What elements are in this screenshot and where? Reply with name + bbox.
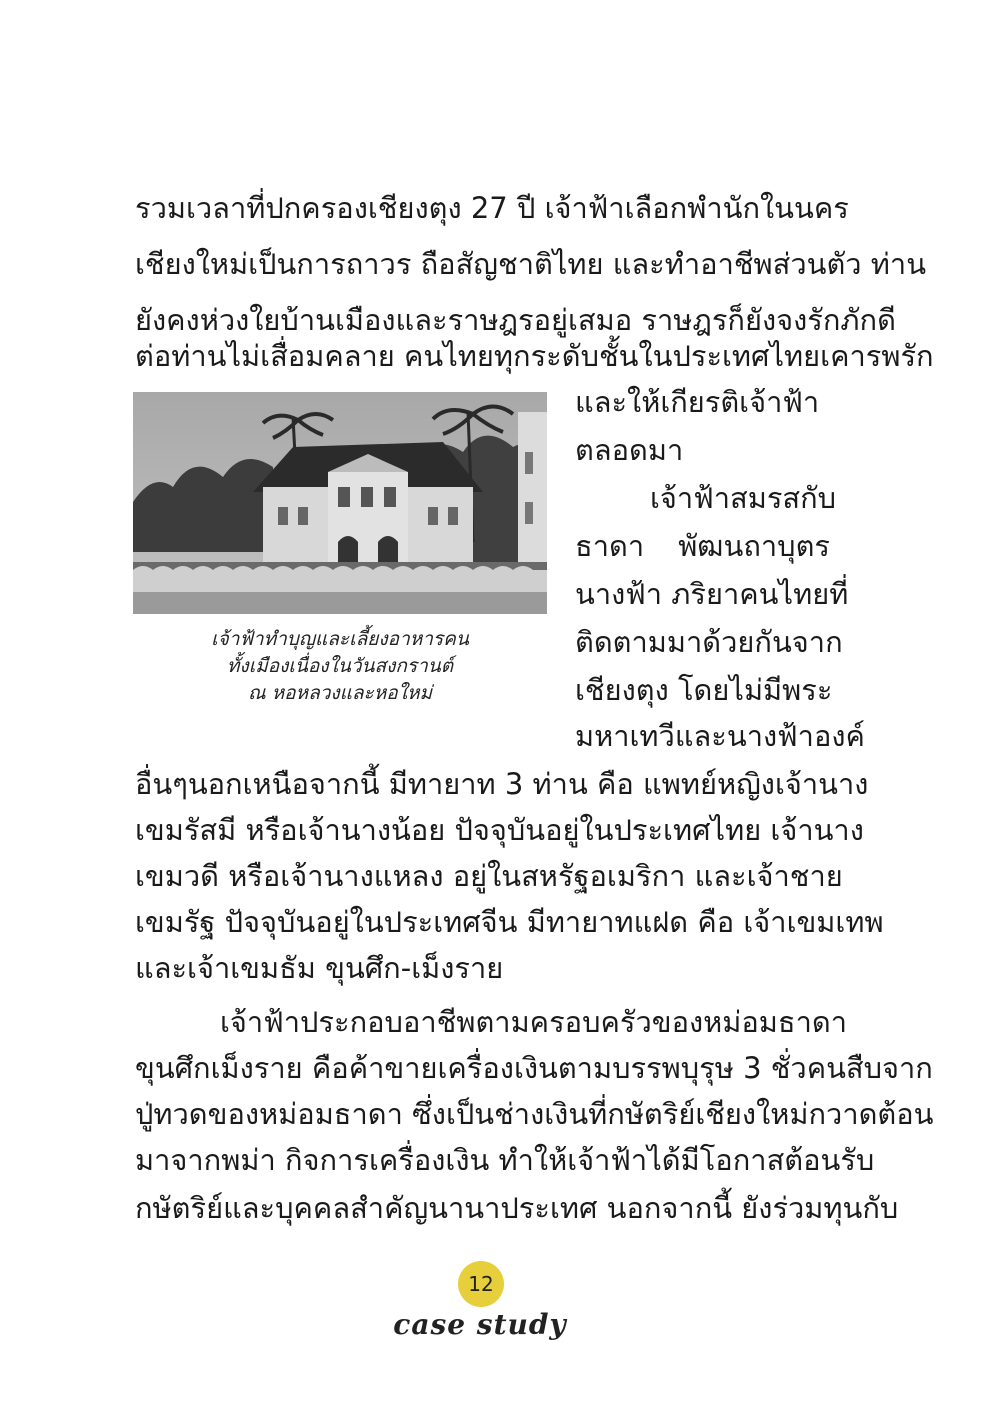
footer-label: case study <box>393 1308 567 1341</box>
side-text-line: ตลอดมา <box>575 433 684 467</box>
caption-line: เจ้าฟ้าทำบุญและเลี้ยงอาหารคน <box>211 628 469 650</box>
body-text-line: เขมรัสมี หรือเจ้านางน้อย ปัจจุบันอยู่ในประเทศไทย เจ้านาง <box>135 813 864 847</box>
body-text-line: อื่นๆนอกเหนือจากนี้ มีทายาท 3 ท่าน คือ แพทย์หญิงเจ้านาง <box>135 767 869 801</box>
body-text-line: กษัตริย์และบุคคลสำคัญนานาประเทศ นอกจากนี้ ยังร่วมทุนกับ <box>135 1191 899 1225</box>
caption-line: ณ หอหลวงและหอใหม่ <box>247 682 433 704</box>
body-text-line: ต่อท่านไม่เสื่อมคลาย คนไทยทุกระดับชั้นในประเทศไทยเคารพรัก <box>135 339 934 373</box>
body-text-line: มาจากพม่า กิจการเครื่องเงิน ทำให้เจ้าฟ้าได้มีโอกาสต้อนรับ <box>135 1143 875 1177</box>
body-text-line: เขมรัฐ ปัจจุบันอยู่ในประเทศจีน มีทายาทแฝด คือ เจ้าเขมเทพ <box>135 905 884 939</box>
side-text-line: เชียงตุง โดยไม่มีพระ <box>575 673 833 707</box>
historical-photo <box>133 392 547 614</box>
body-text-line: และเจ้าเขมธัม ขุนศึก-เม็งราย <box>135 951 504 985</box>
body-text-line: เชียงใหม่เป็นการถาวร ถือสัญชาติไทย และทำอาชีพส่วนตัว ท่าน <box>135 247 927 281</box>
side-text-line: มหาเทวีและนางฟ้าองค์ <box>575 719 865 753</box>
body-text-line: ขุนศึกเม็งราย คือค้าขายเครื่องเงินตามบรรพบุรุษ 3 ชั่วคนสืบจาก <box>135 1051 933 1085</box>
body-text-line: รวมเวลาที่ปกครองเชียงตุง 27 ปี เจ้าฟ้าเลือกพำนักในนคร <box>135 191 849 225</box>
page-number-badge: 12 <box>458 1261 504 1307</box>
body-text-line: เขมวดี หรือเจ้านางแหลง อยู่ในสหรัฐอเมริกา และเจ้าชาย <box>135 859 843 893</box>
side-text-line: ติดตามมาด้วยกันจาก <box>575 625 843 659</box>
side-text-line: ธาดา พัฒนถาบุตร <box>575 529 830 563</box>
body-text-line: ปู่ทวดของหม่อมธาดา ซึ่งเป็นช่างเงินที่กษัตริย์เชียงใหม่กวาดต้อน <box>135 1097 934 1131</box>
palace-photo-illustration <box>133 392 547 614</box>
caption-line: ทั้งเมืองเนื่องในวันสงกรานต์ <box>226 655 454 677</box>
side-text-line: นางฟ้า ภริยาคนไทยที่ <box>575 577 849 611</box>
photo-caption <box>170 626 510 707</box>
body-text-line: ยังคงห่วงใยบ้านเมืองและราษฎรอยู่เสมอ ราษฎรก็ยังจงรักภักดี <box>135 303 896 337</box>
side-text-line: และให้เกียรติเจ้าฟ้า <box>575 385 820 419</box>
side-text-line: เจ้าฟ้าสมรสกับ <box>650 481 837 515</box>
body-text-line: เจ้าฟ้าประกอบอาชีพตามครอบครัวของหม่อมธาดา <box>220 1005 848 1039</box>
